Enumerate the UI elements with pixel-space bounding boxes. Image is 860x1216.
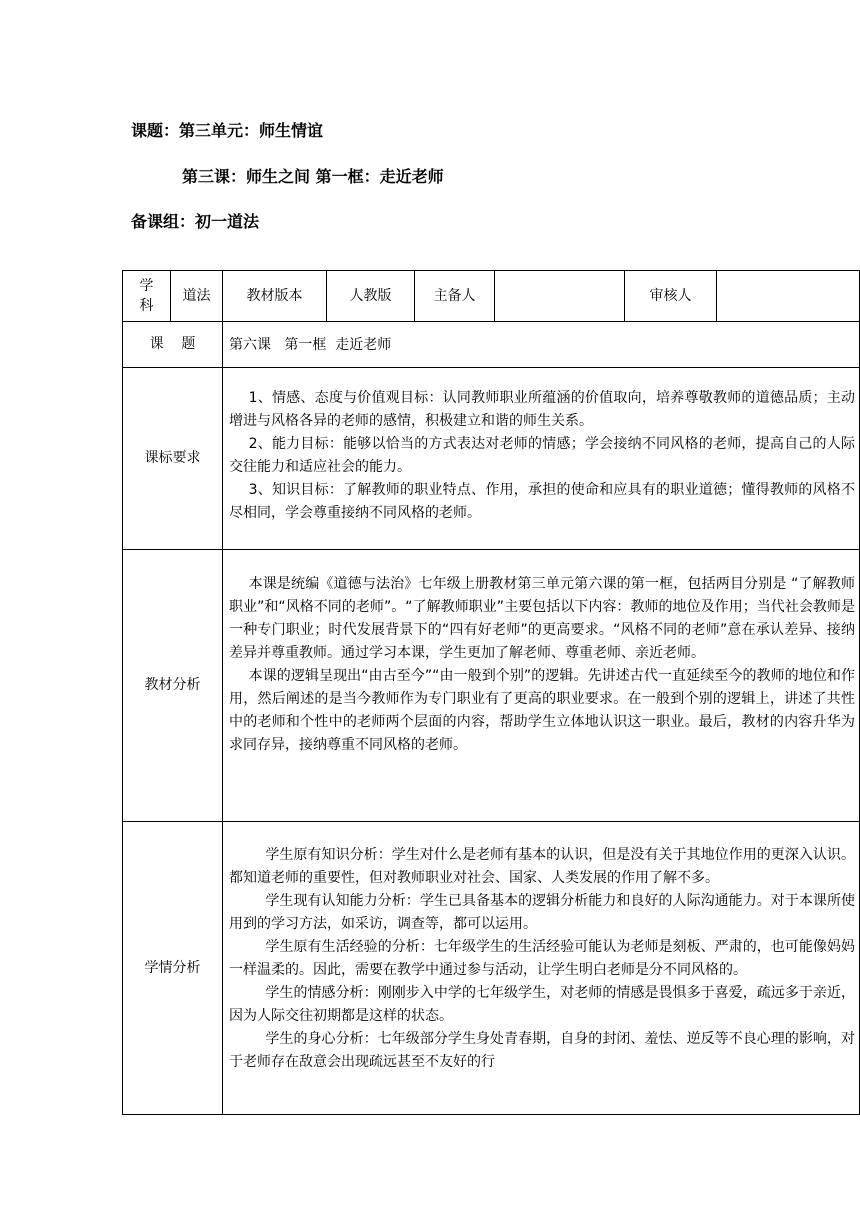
textbook-paragraph: 本课的逻辑呈现出“由古至今”“由一般到个别”的逻辑。先讲述古代一直延续至今的教师的地位和作用，然后阐述的是当今教师作为专门职业有了更高的职业要求。在一般到个别的逻辑上，讲述了共性中的老师和个性中的老师两个层面的内容，帮助学生立体地认识这一职业。最后，教材的内容升华为求同存异，接纳尊重不同风格的老师。 [229, 668, 855, 753]
standards-paragraph: 2、能力目标：能够以恰当的方式表达对老师的情感；学会接纳不同风格的老师，提高自己的人际交往能力和适应社会的能力。 [229, 436, 855, 475]
topic-row [123, 322, 860, 368]
group-heading: 备课组：初一道法 [131, 212, 260, 231]
reviewer-value [717, 271, 860, 322]
standards-paragraph: 1、情感、态度与价值观目标：认同教师职业所蕴涵的价值取向，培养尊敬教师的道德品质；主动增进与风格各异的老师的感情，积极建立和谐的师生关系。 [229, 390, 855, 429]
subject-value: 道法 [171, 271, 223, 322]
preparer-label: 主备人 [415, 271, 495, 322]
subject-label: 学科 [123, 271, 171, 322]
standards-row [123, 368, 860, 550]
students-row [123, 822, 860, 1115]
standards-content [223, 368, 860, 550]
students-paragraph: 学生现有认知能力分析：学生已具备基本的逻辑分析能力和良好的人际沟通能力。对于本课所使用到的学习方法，如采访，调查等，都可以运用。 [229, 893, 855, 932]
students-paragraph: 学生原有生活经验的分析：七年级学生的生活经验可能认为老师是刻板、严肃的，也可能像妈妈一样温柔的。因此，需要在教学中通过参与活动，让学生明白老师是分不同风格的。 [229, 939, 855, 978]
topic-heading: 课题：第三单元：师生情谊 [131, 121, 324, 140]
standards-label: 课标要求 [123, 368, 223, 550]
students-paragraph: 学生的身心分析：七年级部分学生身处青春期，自身的封闭、羞怯、逆反等不良心理的影响，对于老师存在敌意会出现疏远甚至不友好的行 [229, 1031, 855, 1070]
edition-label: 教材版本 [223, 271, 327, 322]
textbook-content [223, 550, 860, 822]
lesson-heading: 第三课：师生之间 第一框：走近老师 [182, 167, 444, 186]
info-row [123, 271, 860, 322]
standards-paragraph: 3、知识目标：了解教师的职业特点、作用，承担的使命和应具有的职业道德；懂得教师的风格不尽相同，学会尊重接纳不同风格的老师。 [229, 482, 855, 521]
textbook-label: 教材分析 [123, 550, 223, 822]
edition-value: 人教版 [327, 271, 415, 322]
preparer-value [495, 271, 625, 322]
topic-value: 第六课 第一框 走近老师 [223, 322, 860, 368]
topic-label: 课 题 [123, 322, 223, 368]
students-label: 学情分析 [123, 822, 223, 1115]
reviewer-label: 审核人 [625, 271, 717, 322]
students-paragraph: 学生的情感分析：刚刚步入中学的七年级学生，对老师的情感是畏惧多于喜爱，疏远多于亲近，因为人际交往初期都是这样的状态。 [229, 985, 855, 1024]
lesson-plan-table [122, 270, 860, 1115]
textbook-paragraph: 本课是统编《道德与法治》七年级上册教材第三单元第六课的第一框，包括两目分别是 “了解教师职业”和“风格不同的老师”。“了解教师职业”主要包括以下内容：教师的地位及作用；当代社会教师是一种专门职业；时代发展背景下的“四有好老师”的更高要求。“风格不同的老师”意在承认差异、接纳差异并尊重教师。通过学习本课，学生更加了解老师、尊重老师、亲近老师。 [229, 576, 855, 661]
students-paragraph: 学生原有知识分析：学生对什么是老师有基本的认识，但是没有关于其地位作用的更深入认识。都知道老师的重要性，但对教师职业对社会、国家、人类发展的作用了解不多。 [229, 847, 855, 886]
students-content [223, 822, 860, 1115]
textbook-row [123, 550, 860, 822]
